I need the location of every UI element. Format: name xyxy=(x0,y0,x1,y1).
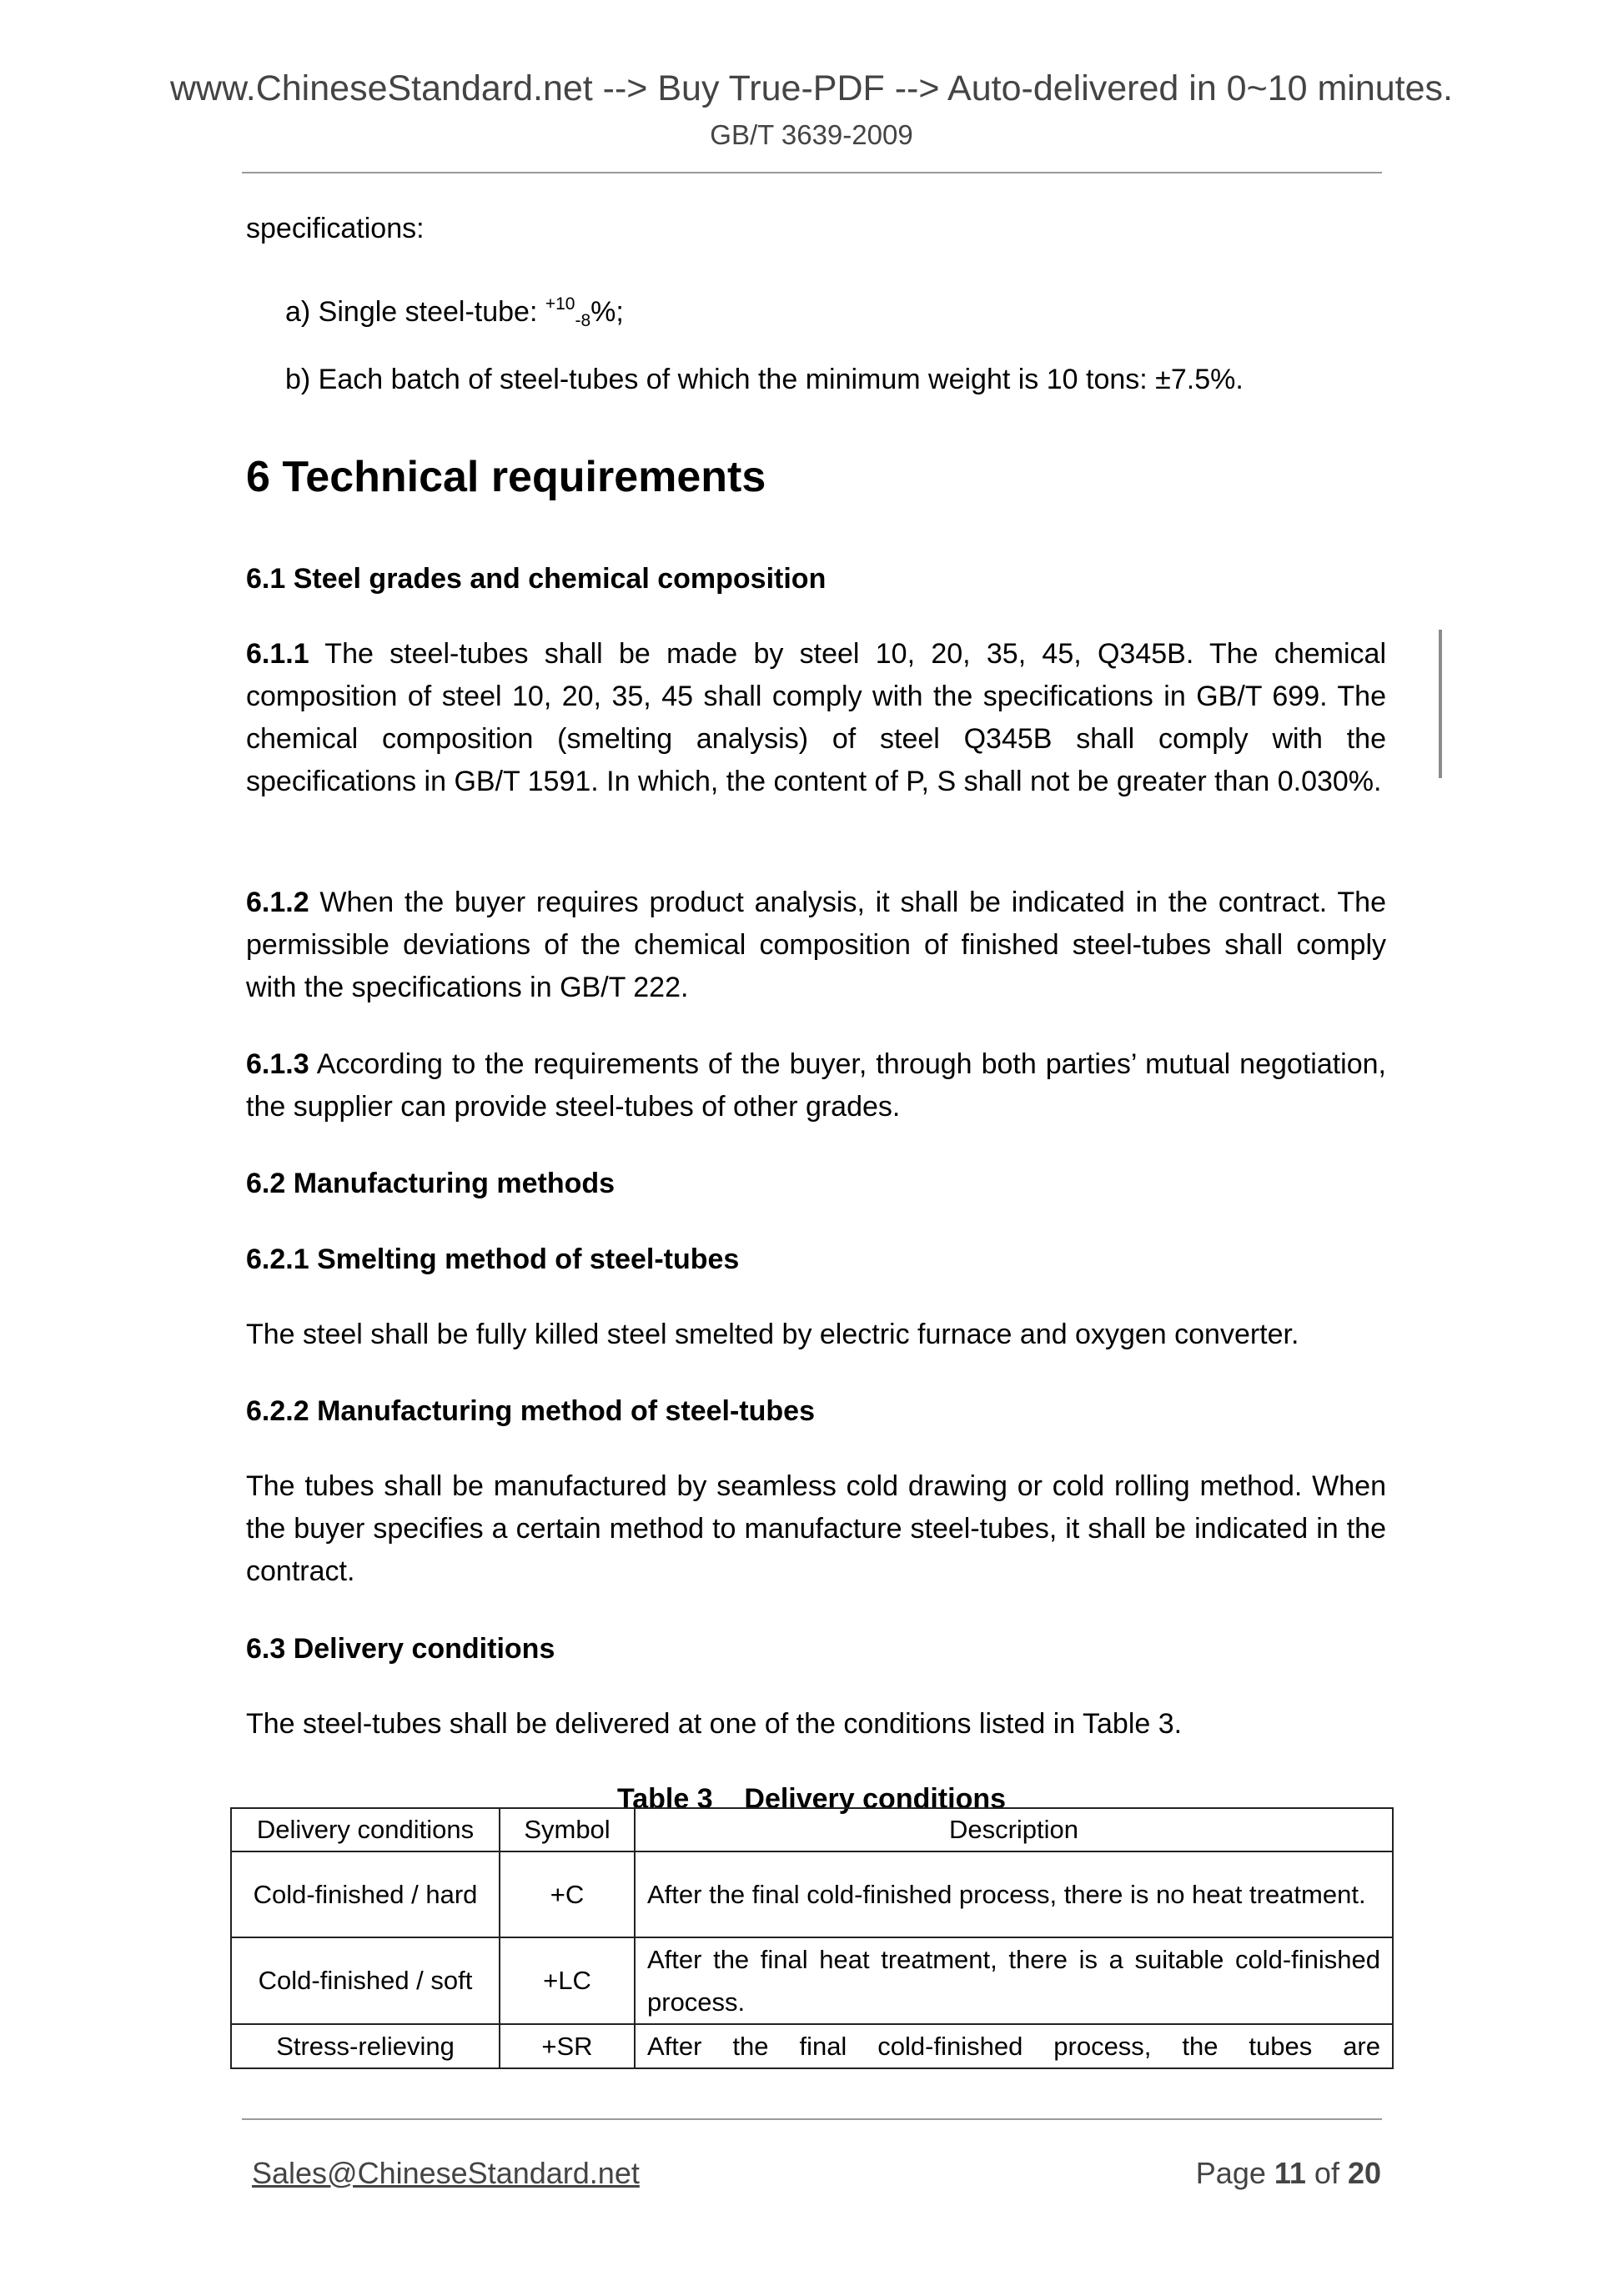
delivery-conditions-table xyxy=(230,1807,1394,2069)
paragraph-6-3: The steel-tubes shall be delivered at one of the conditions listed in Table 3. xyxy=(246,1708,1183,1740)
column-header: Symbol xyxy=(500,1808,635,1851)
table-header-row xyxy=(231,1808,1393,1851)
condition-cell: Stress-relieving xyxy=(231,2024,500,2068)
clause-number: 6.1.1 xyxy=(246,638,309,670)
symbol-cell: +SR xyxy=(500,2024,635,2068)
section-heading-6-2-2: 6.2.2 Manufacturing method of steel-tubes xyxy=(246,1395,815,1427)
header-divider xyxy=(242,172,1382,173)
section-heading-6-1: 6.1 Steel grades and chemical composition xyxy=(246,563,827,595)
table-row xyxy=(231,2024,1393,2068)
symbol-cell: +LC xyxy=(500,1937,635,2024)
condition-cell: Cold-finished / soft xyxy=(231,1937,500,2024)
page-indicator xyxy=(1196,2153,1381,2193)
list-item-a-label: a) Single steel-tube: xyxy=(285,296,545,328)
table-caption: Table 3 Delivery conditions xyxy=(616,1783,1007,1815)
list-item-a xyxy=(285,283,624,342)
paragraph-6-1-2 xyxy=(246,882,1386,1009)
description-cell: After the final cold-finished process, the tubes are xyxy=(635,2024,1393,2068)
paragraph-6-2-1: The steel shall be fully killed steel smelted by electric furnace and oxygen converter. xyxy=(246,1319,1299,1350)
table-row xyxy=(231,1851,1393,1937)
tolerance-lower: -8 xyxy=(575,311,591,330)
column-header: Description xyxy=(635,1808,1393,1851)
page-of: of xyxy=(1305,2156,1348,2190)
clause-text: According to the requirements of the buyer, through both parties’ mutual negotiation, the supplier can provide steel-tubes of other grades. xyxy=(246,1048,1386,1123)
list-item-b: b) Each batch of steel-tubes of which the minimum weight is 10 tons: ±7.5%. xyxy=(285,364,1244,395)
page-current: 11 xyxy=(1274,2156,1306,2190)
column-header: Delivery conditions xyxy=(231,1808,500,1851)
page-prefix: Page xyxy=(1195,2156,1274,2190)
footer-divider xyxy=(242,2118,1382,2120)
paragraph-6-1-3 xyxy=(246,1043,1386,1128)
clause-number: 6.1.2 xyxy=(246,887,309,918)
paragraph-6-1-1 xyxy=(246,633,1386,803)
clause-text: The steel-tubes shall be made by steel 10, 20, 35, 45, Q345B. The chemical composition of steel 10, 20, 35, 45 shall comply with the specifications in GB/T 699. The chemical composition (smelting analysis) of steel Q345B shall comply with the specifications in GB/T 1591. In which, the content of P, S shall not be greater than 0.030%. xyxy=(246,638,1386,797)
table-row xyxy=(231,1937,1393,2024)
description-cell: After the final heat treatment, there is a suitable cold-finished process. xyxy=(635,1937,1393,2024)
section-heading-6-2-1: 6.2.1 Smelting method of steel-tubes xyxy=(246,1243,740,1275)
section-heading-6-2: 6.2 Manufacturing methods xyxy=(246,1168,616,1199)
page-total: 20 xyxy=(1347,2156,1381,2190)
revision-change-bar xyxy=(1439,630,1442,778)
paragraph-6-2-2: The tubes shall be manufactured by seamless cold drawing or cold rolling method. When the buyer specifies a certain method to manufacture steel-tubes, it shall be indicated in the contract. xyxy=(246,1470,1386,1587)
section-heading-6-3: 6.3 Delivery conditions xyxy=(246,1633,555,1665)
standard-code: GB/T 3639-2009 xyxy=(710,119,913,150)
section-heading-6: 6 Technical requirements xyxy=(246,453,766,501)
intro-text: specifications: xyxy=(246,213,425,244)
description-cell: After the final cold-finished process, there is no heat treatment. xyxy=(635,1851,1393,1937)
list-item-a-suffix: %; xyxy=(590,296,624,328)
tolerance-upper: +10 xyxy=(545,294,575,314)
header-banner: www.ChineseStandard.net --> Buy True-PDF --> Auto-delivered in 0~10 minutes. xyxy=(169,68,1453,108)
sales-email-link[interactable]: Sales@ChineseStandard.net xyxy=(252,2156,640,2190)
condition-cell: Cold-finished / hard xyxy=(231,1851,500,1937)
symbol-cell: +C xyxy=(500,1851,635,1937)
clause-text: When the buyer requires product analysis, it shall be indicated in the contract. The permissible deviations of the chemical composition of finished steel-tubes shall comply with the specifications in GB/T 222. xyxy=(246,887,1386,1003)
clause-number: 6.1.3 xyxy=(246,1048,309,1080)
